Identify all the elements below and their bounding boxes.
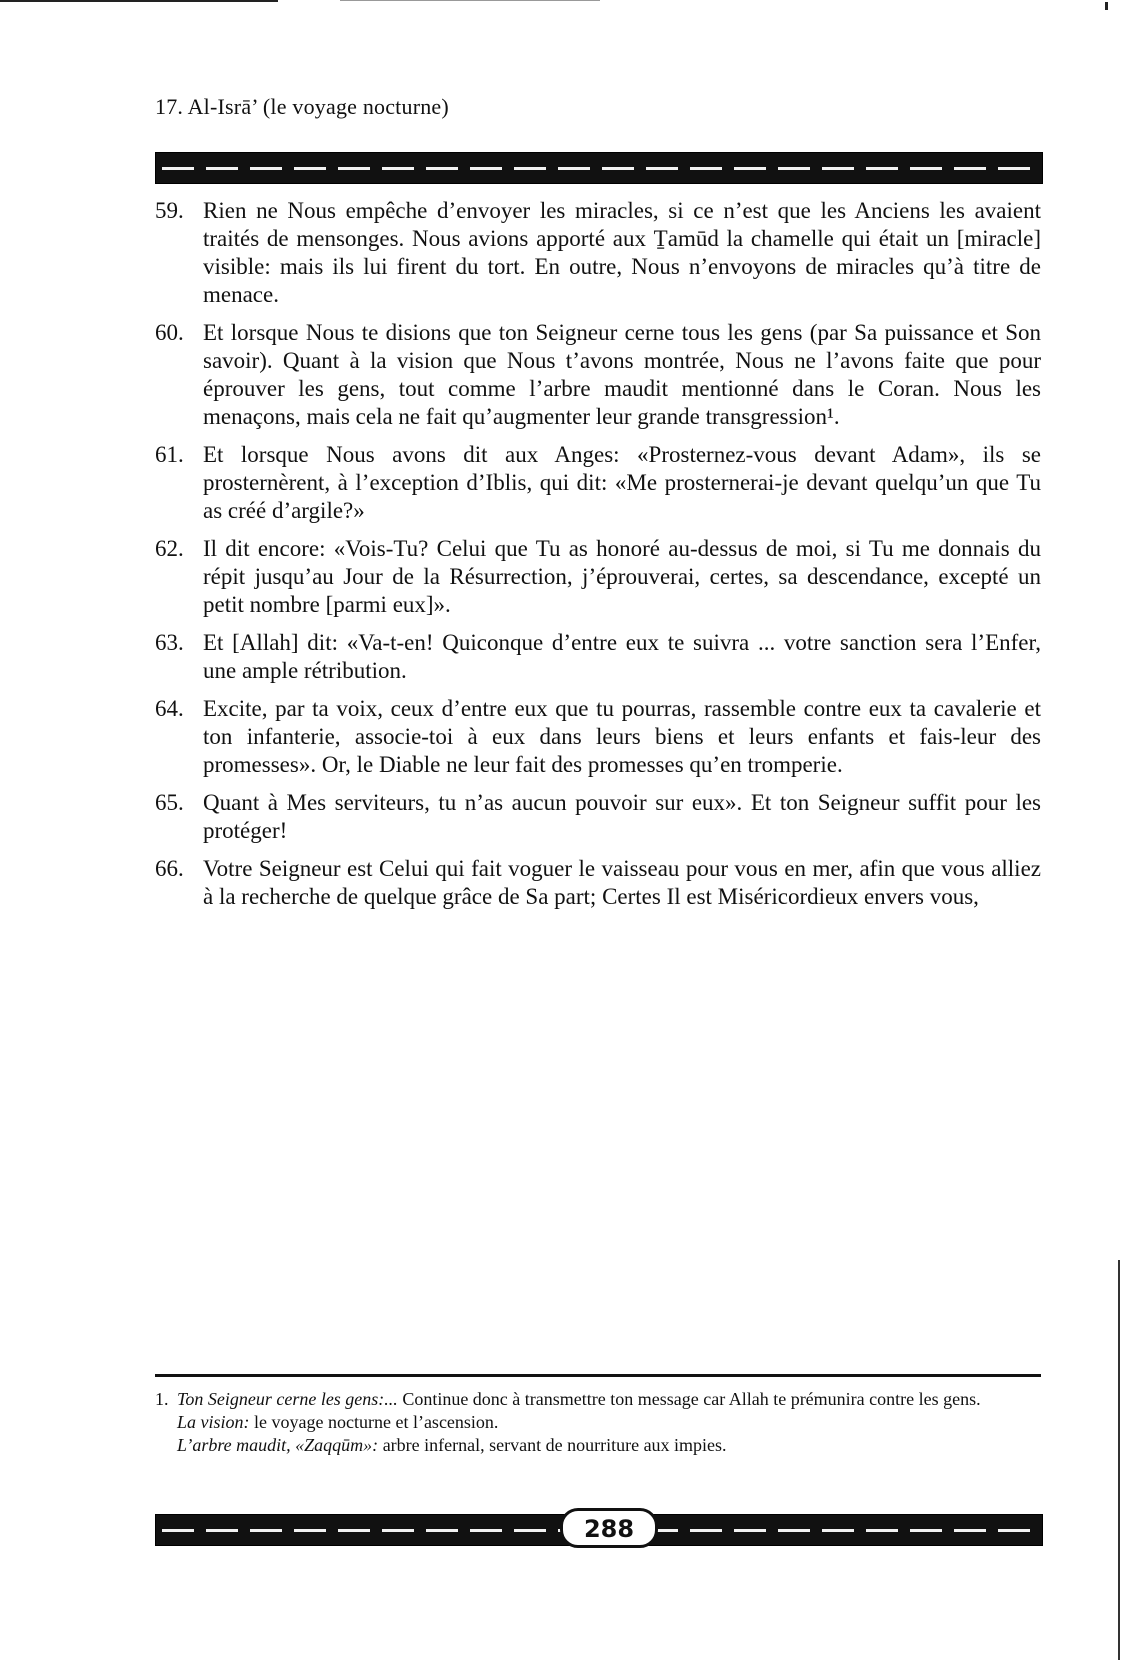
verse-62 (155, 535, 1041, 619)
footnote-desc-1: Continue donc à transmettre ton message car Allah te prémunira contre les gens. (397, 1389, 981, 1409)
verse-text: Et lorsque Nous te disions que ton Seigneur cerne tous les gens (par Sa puissance et Son savoir). Quant à la vision que Nous t’avons montrée, Nous ne l’avons faite que pour éprouver les gens, tout comme l’arbre maudit mentionné dans le Coran. Nous les menaçons, mais cela ne fait qu’augmenter leur grande transgression¹. (203, 320, 1041, 429)
verse-65 (155, 789, 1041, 845)
verse-number: 62. (155, 536, 184, 561)
footnote-term-2: La vision: (177, 1412, 250, 1432)
footnote-term-3: L’arbre maudit, «Zaqqūm»: (177, 1435, 379, 1455)
verse-text: Votre Seigneur est Celui qui fait voguer le vaisseau pour vous en mer, afin que vous alliez à la recherche de quelque grâce de Sa part; Certes Il est Miséricordieux envers vous, (203, 856, 1041, 909)
verse-text: Rien ne Nous empêche d’envoyer les miracles, si ce n’est que les Anciens les avaient traités de mensonges. Nous avions apporté aux Ṯamūd la chamelle qui était un [miracle] visible: mais ils lui firent du tort. En outre, Nous n’envoyons de miracles qu’à titre de menace. (203, 198, 1041, 307)
footnote-line-2 (155, 1411, 1041, 1434)
scan-edge-top (0, 0, 278, 2)
verse-number: 64. (155, 696, 184, 721)
verse-64 (155, 695, 1041, 779)
verse-number: 60. (155, 320, 184, 345)
footnote-number: 1. (155, 1389, 169, 1409)
footnote-term-1: Ton Seigneur cerne les gens:... (177, 1389, 398, 1409)
scan-edge-right (1118, 1260, 1120, 1660)
verse-61 (155, 441, 1041, 525)
footnote-desc-2: le voyage nocturne et l’ascension. (249, 1412, 499, 1432)
decorative-band-top (155, 152, 1043, 184)
verse-number: 61. (155, 442, 184, 467)
scan-edge-top-faint (340, 0, 600, 1)
verse-text: Et [Allah] dit: «Va-t-en! Quiconque d’entre eux te suivra ... votre sanction sera l’Enfer, une ample rétribution. (203, 630, 1041, 683)
verse-number: 59. (155, 198, 184, 223)
footnote-divider (155, 1374, 1041, 1377)
scan-mark (1105, 2, 1108, 10)
verse-text: Excite, par ta voix, ceux d’entre eux que tu pourras, rassemble contre eux ta cavalerie et ton infanterie, associe-toi à eux dans leurs biens et leurs enfants et fais-leur des promesses». Or, le Diable ne leur fait des promesses qu’en tromperie. (203, 696, 1041, 777)
footnote-text-1 (177, 1388, 981, 1411)
footnote-line-1 (155, 1388, 1041, 1411)
verse-59 (155, 197, 1041, 309)
verse-63 (155, 629, 1041, 685)
verse-number: 63. (155, 630, 184, 655)
footnote (155, 1388, 1041, 1457)
verse-66 (155, 855, 1041, 911)
verse-number: 65. (155, 790, 184, 815)
footnote-line-3 (155, 1434, 1041, 1457)
page-number: 288 (560, 1508, 658, 1548)
verse-text: Quant à Mes serviteurs, tu n’as aucun pouvoir sur eux». Et ton Seigneur suffit pour les protéger! (203, 790, 1041, 843)
verse-list (155, 197, 1041, 921)
verse-text: Il dit encore: «Vois-Tu? Celui que Tu as honoré au-dessus de moi, si Tu me donnais du répit jusqu’au Jour de la Résurrection, j’éprouverai, certes, sa descendance, excepté un petit nombre [parmi eux]». (203, 536, 1041, 617)
footnote-desc-3: arbre infernal, servant de nourriture aux impies. (378, 1435, 727, 1455)
running-header: 17. Al-Isrā’ (le voyage nocturne) (155, 94, 449, 119)
verse-text: Et lorsque Nous avons dit aux Anges: «Prosternez-vous devant Adam», ils se prosternèrent, à l’exception d’Iblis, qui dit: «Me prosternerai-je devant quelqu’un que Tu as créé d’argile?» (203, 442, 1041, 523)
verse-number: 66. (155, 856, 184, 881)
verse-60 (155, 319, 1041, 431)
